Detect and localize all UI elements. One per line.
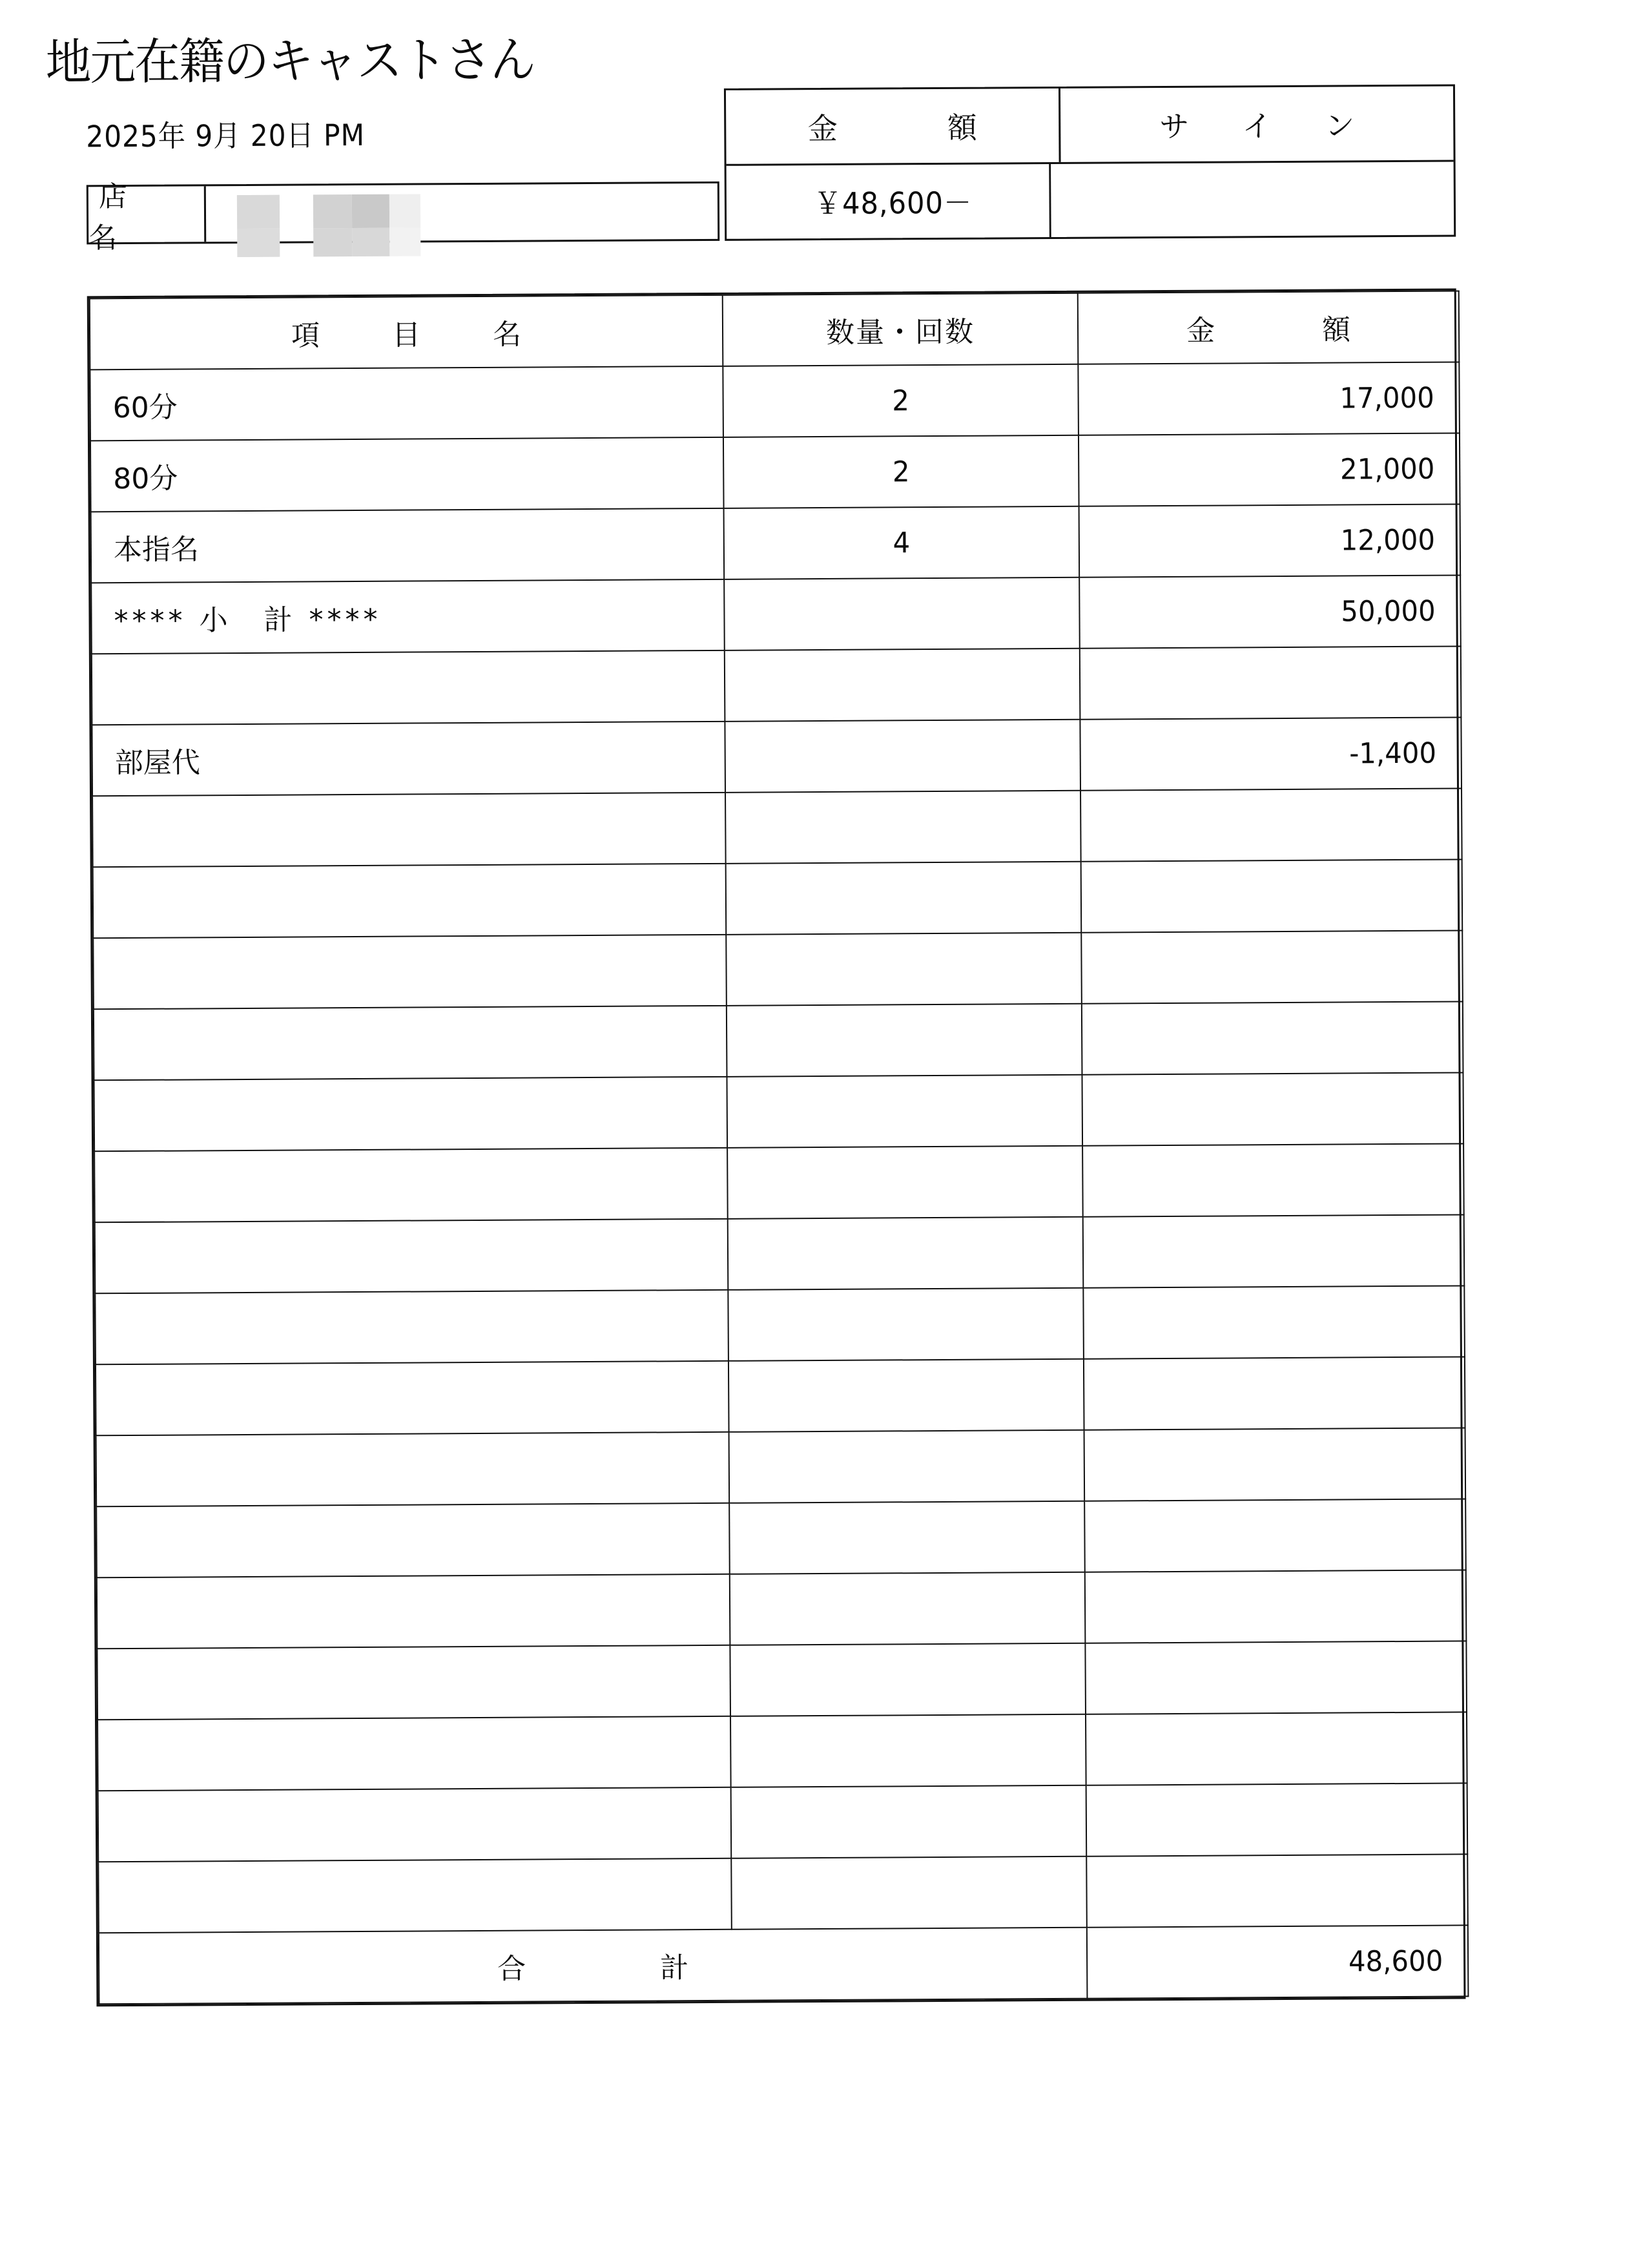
row-amount [1086, 1854, 1468, 1927]
table-row [97, 1570, 1467, 1649]
row-quantity [727, 1004, 1082, 1077]
row-amount [1084, 1499, 1466, 1572]
row-quantity [726, 862, 1082, 935]
row-quantity [728, 1288, 1084, 1361]
row-item-name [90, 366, 723, 441]
row-amount [1078, 362, 1460, 435]
row-quantity-text: 2 [892, 455, 910, 488]
table-row [94, 1001, 1463, 1080]
table-row [96, 1499, 1466, 1577]
row-amount [1085, 1570, 1467, 1643]
row-item-name-text: 80分 [113, 462, 178, 496]
total-amount-text: 48,600 [1348, 1944, 1443, 1978]
row-amount [1081, 859, 1463, 932]
table-row [92, 717, 1462, 796]
row-amount [1081, 930, 1463, 1003]
row-quantity [724, 577, 1080, 650]
row-quantity [724, 506, 1080, 579]
row-amount-text: 12,000 [1340, 523, 1436, 557]
row-quantity [723, 364, 1079, 437]
row-amount [1086, 1712, 1467, 1785]
row-quantity [727, 1075, 1082, 1148]
table-row [97, 1641, 1467, 1720]
row-amount [1084, 1428, 1466, 1501]
signature-header-cell: サ イ ン [1159, 108, 1367, 144]
row-amount [1084, 1357, 1465, 1430]
row-item-name-text: 60分 [112, 391, 178, 425]
row-quantity [728, 1217, 1084, 1290]
row-amount [1080, 717, 1462, 790]
row-amount [1082, 1143, 1464, 1216]
table-row [98, 1712, 1467, 1791]
row-quantity [730, 1643, 1086, 1716]
table-row [94, 1143, 1464, 1222]
table-row [93, 930, 1463, 1009]
amount-summary-table [724, 85, 1456, 241]
row-quantity [731, 1857, 1087, 1930]
row-item-name [94, 1077, 727, 1151]
amount-value-cell: ￥48,600－ [736, 163, 1051, 238]
row-quantity [726, 933, 1082, 1006]
row-quantity [728, 1359, 1084, 1432]
row-item-name [94, 1148, 728, 1222]
row-item-name [96, 1432, 730, 1506]
row-item-name [97, 1574, 730, 1649]
row-item-name [92, 793, 726, 867]
row-quantity [729, 1501, 1085, 1574]
row-quantity [725, 649, 1080, 722]
row-item-name [90, 437, 724, 512]
shop-name-box [87, 180, 719, 255]
total-label: 合 計 [99, 1928, 1088, 2004]
table-row [92, 788, 1462, 867]
row-amount-text: 50,000 [1341, 594, 1436, 629]
row-item-name [98, 1716, 731, 1791]
row-amount-text: -1,400 [1349, 736, 1437, 770]
row-amount [1079, 433, 1460, 506]
row-item-name [93, 935, 727, 1009]
row-amount-text: 17,000 [1339, 381, 1434, 415]
row-item-name [96, 1503, 730, 1577]
amount-summary-header-row [726, 87, 1454, 166]
row-quantity [730, 1714, 1086, 1787]
table-row [92, 646, 1462, 725]
shop-name-value [206, 183, 718, 242]
amount-header-cell: 金 額 [726, 88, 1061, 163]
row-quantity [729, 1430, 1085, 1503]
table-row [90, 362, 1460, 441]
row-item-name [91, 508, 725, 583]
column-header-qty: 数量・回数 [723, 293, 1079, 366]
receipt-datetime: 2025年 9月 20日 PM [86, 117, 366, 154]
row-item-name-text: 本指名 [113, 533, 200, 567]
row-item-name [93, 864, 727, 938]
shop-name-label: 店 名 [88, 186, 206, 242]
row-item-name [95, 1290, 728, 1364]
items-table-header-row [90, 291, 1460, 369]
table-row [96, 1357, 1465, 1435]
row-item-name [91, 579, 725, 654]
row-quantity [723, 435, 1079, 508]
table-row [95, 1214, 1465, 1293]
row-amount [1085, 1641, 1467, 1714]
row-amount [1079, 504, 1461, 577]
row-amount [1082, 1001, 1463, 1074]
row-quantity [725, 791, 1081, 864]
items-table [87, 288, 1466, 2006]
table-row [95, 1285, 1465, 1364]
table-row [91, 575, 1461, 654]
row-amount [1083, 1214, 1465, 1287]
table-row [98, 1854, 1468, 1933]
total-row [99, 1925, 1469, 2004]
row-item-name [92, 722, 725, 796]
row-item-name [98, 1858, 732, 1933]
table-row [93, 859, 1463, 938]
table-row [96, 1428, 1466, 1506]
row-item-name [97, 1645, 730, 1720]
row-amount [1080, 788, 1462, 861]
row-quantity [730, 1572, 1086, 1645]
page-title: 地元在籍のキャストさん [45, 30, 535, 91]
row-item-name-text: **** 小 計 **** [114, 603, 382, 638]
row-quantity-text: 4 [893, 526, 911, 559]
row-item-name [96, 1361, 729, 1435]
total-amount [1087, 1925, 1469, 1998]
signature-value-cell [1061, 161, 1454, 237]
amount-summary-value-row [727, 161, 1454, 239]
row-quantity [725, 720, 1080, 793]
row-amount [1080, 646, 1462, 719]
column-header-amount: 金 額 [1078, 291, 1460, 364]
table-row [98, 1783, 1468, 1862]
column-header-name: 項 目 名 [90, 295, 723, 369]
row-item-name-text: 部屋代 [114, 746, 200, 780]
row-amount-text: 21,000 [1339, 452, 1435, 486]
table-row [91, 504, 1461, 583]
row-amount [1082, 1072, 1463, 1145]
row-quantity [727, 1146, 1083, 1219]
row-item-name [95, 1219, 728, 1293]
table-row [90, 433, 1460, 512]
row-amount [1086, 1783, 1468, 1856]
row-item-name [98, 1787, 732, 1862]
row-amount [1079, 575, 1461, 648]
row-quantity-text: 2 [892, 384, 910, 417]
row-item-name [92, 650, 725, 725]
table-row [94, 1072, 1463, 1151]
row-amount [1083, 1285, 1465, 1358]
row-quantity [731, 1785, 1087, 1858]
row-item-name [94, 1006, 727, 1080]
